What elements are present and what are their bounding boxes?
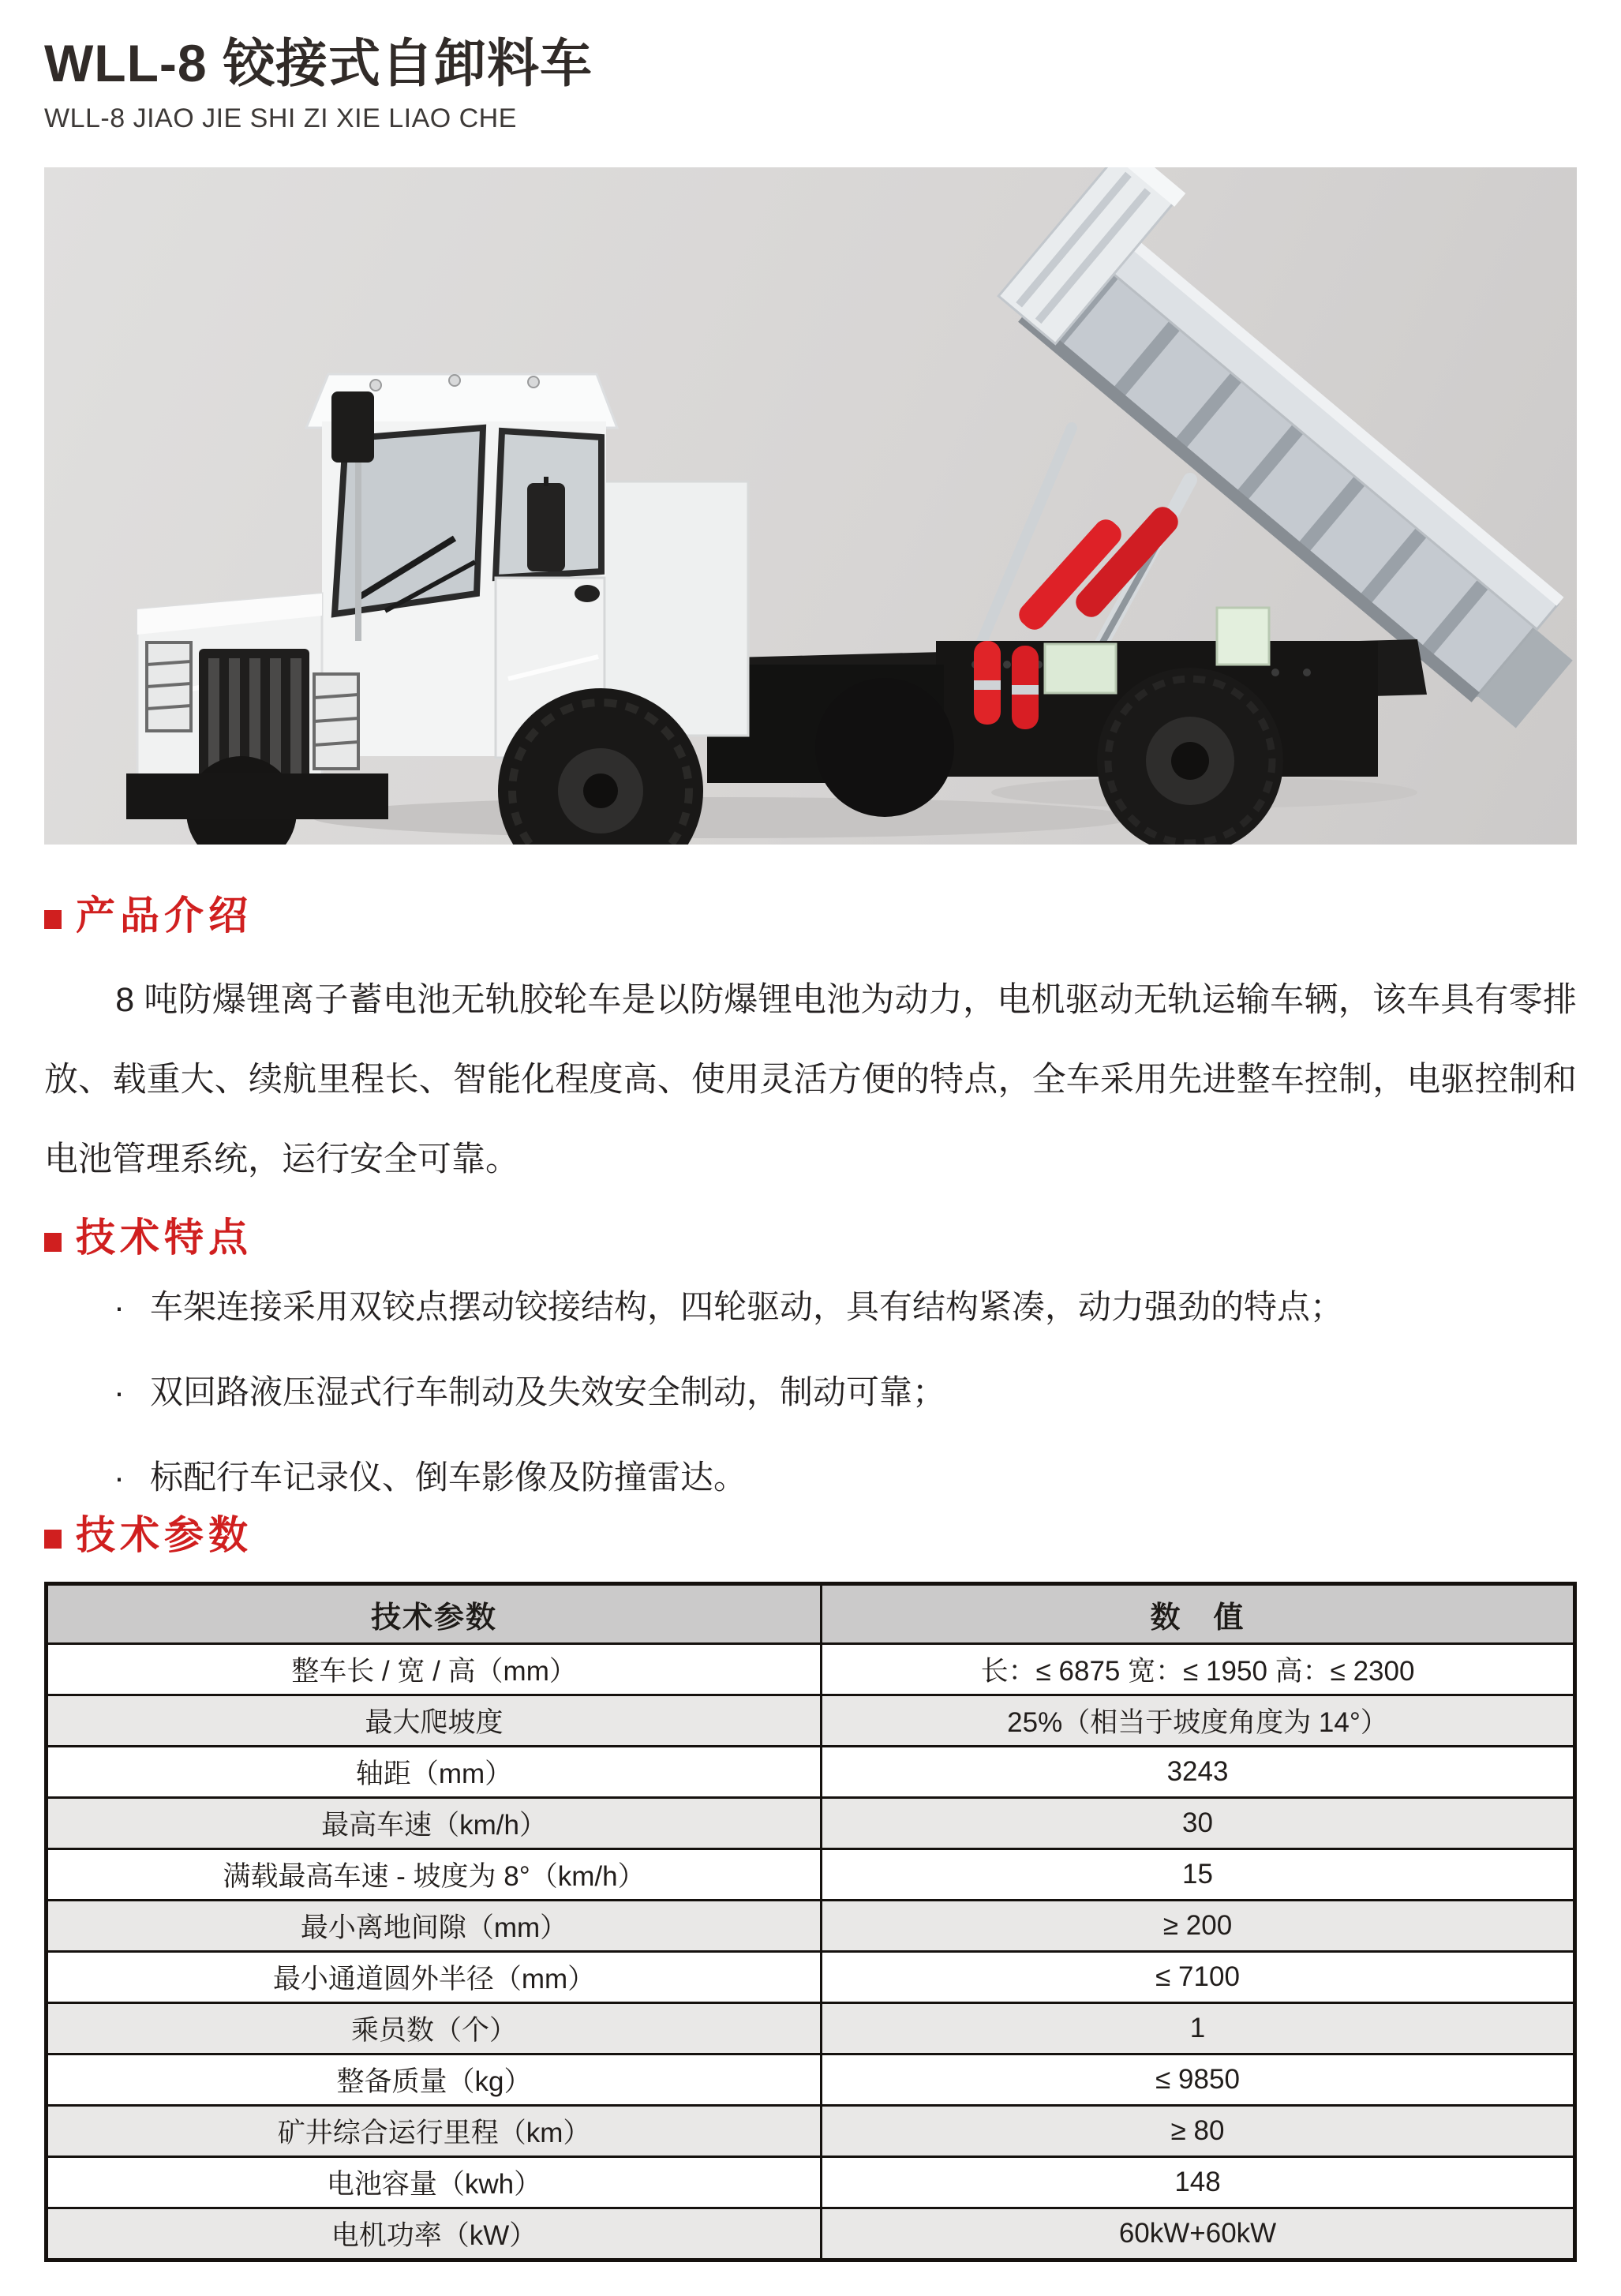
- table-row: [47, 1695, 1575, 1747]
- spec-header-value: 数 值: [822, 1584, 1575, 1644]
- feature-list: [44, 1288, 1577, 1497]
- specs-heading-text: 技术参数: [76, 1512, 253, 1557]
- features-heading-text: 技术特点: [76, 1215, 253, 1260]
- spec-parameter-cell: 最大爬坡度: [47, 1695, 822, 1747]
- bullet-dot: ·: [114, 1373, 125, 1411]
- spec-value-cell: ≤ 7100: [822, 1952, 1575, 2003]
- table-row: [47, 1849, 1575, 1901]
- spec-value-cell: ≥ 80: [822, 2106, 1575, 2157]
- product-image-panel: [44, 167, 1577, 845]
- table-row: [47, 2054, 1575, 2106]
- page-subtitle: WLL-8 JIAO JIE SHI ZI XIE LIAO CHE: [44, 103, 517, 133]
- spec-header-parameter: 技术参数: [47, 1584, 822, 1644]
- spec-parameter-cell: 乘员数（个）: [47, 2003, 822, 2054]
- feature-text: 标配行车记录仪、倒车影像及防撞雷达。: [150, 1459, 747, 1496]
- spec-value-cell: 15: [822, 1849, 1575, 1901]
- table-row: [47, 1747, 1575, 1798]
- table-row: [47, 2208, 1575, 2260]
- spec-table-body: [47, 1644, 1575, 2260]
- spec-value-cell: ≥ 200: [822, 1901, 1575, 1952]
- truck-illustration: [44, 167, 1577, 845]
- red-hoist-cylinders: [1014, 502, 1183, 635]
- table-row: [47, 1644, 1575, 1695]
- spec-parameter-cell: 整备质量（kg）: [47, 2054, 822, 2106]
- red-square-bullet: [44, 1530, 62, 1549]
- feature-item: [114, 1288, 1577, 1326]
- spec-parameter-cell: 整车长 / 宽 / 高（mm）: [47, 1644, 822, 1695]
- intro-heading-text: 产品介绍: [76, 893, 253, 938]
- spec-value-cell: 60kW+60kW: [822, 2208, 1575, 2260]
- page-title: WLL-8 铰接式自卸料车: [44, 34, 593, 92]
- spec-value-cell: 3243: [822, 1747, 1575, 1798]
- feature-text: 车架连接采用双铰点摆动铰接结构，四轮驱动，具有结构紧凑，动力强劲的特点；: [150, 1287, 1344, 1325]
- spec-parameter-cell: 满载最高车速 - 坡度为 8°（km/h）: [47, 1849, 822, 1901]
- spec-value-cell: ≤ 9850: [822, 2054, 1575, 2106]
- specs-section-heading: [44, 1513, 1577, 1559]
- feature-item: [114, 1459, 1577, 1496]
- table-row: [47, 2003, 1575, 2054]
- spec-value-cell: 25%（相当于坡度角度为 14°）: [822, 1695, 1575, 1747]
- intro-paragraph: 8 吨防爆锂离子蓄电池无轨胶轮车是以防爆锂电池为动力，电机驱动无轨运输车辆，该车具有零排放、载重大、续航里程长、智能化程度高、使用灵活方便的特点，全车采用先进整车控制，电驱控制和电池管理系统，运行安全可靠。: [44, 981, 1577, 1179]
- feature-item: [114, 1373, 1577, 1411]
- spec-value-cell: 长：≤ 6875 宽：≤ 1950 高：≤ 2300: [822, 1644, 1575, 1695]
- spec-parameter-cell: 最高车速（km/h）: [47, 1798, 822, 1849]
- spec-parameter-cell: 矿井综合运行里程（km）: [47, 2106, 822, 2157]
- table-row: [47, 1952, 1575, 2003]
- spec-value-cell: 1: [822, 2003, 1575, 2054]
- table-row: [47, 1798, 1575, 1849]
- table-row: [47, 2157, 1575, 2208]
- spec-table: [44, 1582, 1577, 2262]
- bullet-dot: ·: [114, 1287, 125, 1325]
- spec-parameter-cell: 电池容量（kwh）: [47, 2157, 822, 2208]
- truck-wheel: [815, 678, 954, 817]
- feature-text: 双回路液压湿式行车制动及失效安全制动，制动可靠；: [150, 1373, 946, 1411]
- table-row: [47, 1901, 1575, 1952]
- red-square-bullet: [44, 1233, 62, 1252]
- spec-value-cell: 30: [822, 1798, 1575, 1849]
- red-square-bullet: [44, 910, 62, 929]
- spec-parameter-cell: 轴距（mm）: [47, 1747, 822, 1798]
- spec-parameter-cell: 最小离地间隙（mm）: [47, 1901, 822, 1952]
- features-section-heading: [44, 1215, 1577, 1261]
- bullet-dot: ·: [114, 1459, 125, 1496]
- spec-parameter-cell: 电机功率（kW）: [47, 2208, 822, 2260]
- spec-table-header-row: [47, 1584, 1575, 1644]
- spec-value-cell: 148: [822, 2157, 1575, 2208]
- intro-section-heading: [44, 893, 1577, 939]
- spec-parameter-cell: 最小通道圆外半径（mm）: [47, 1952, 822, 2003]
- table-row: [47, 2106, 1575, 2157]
